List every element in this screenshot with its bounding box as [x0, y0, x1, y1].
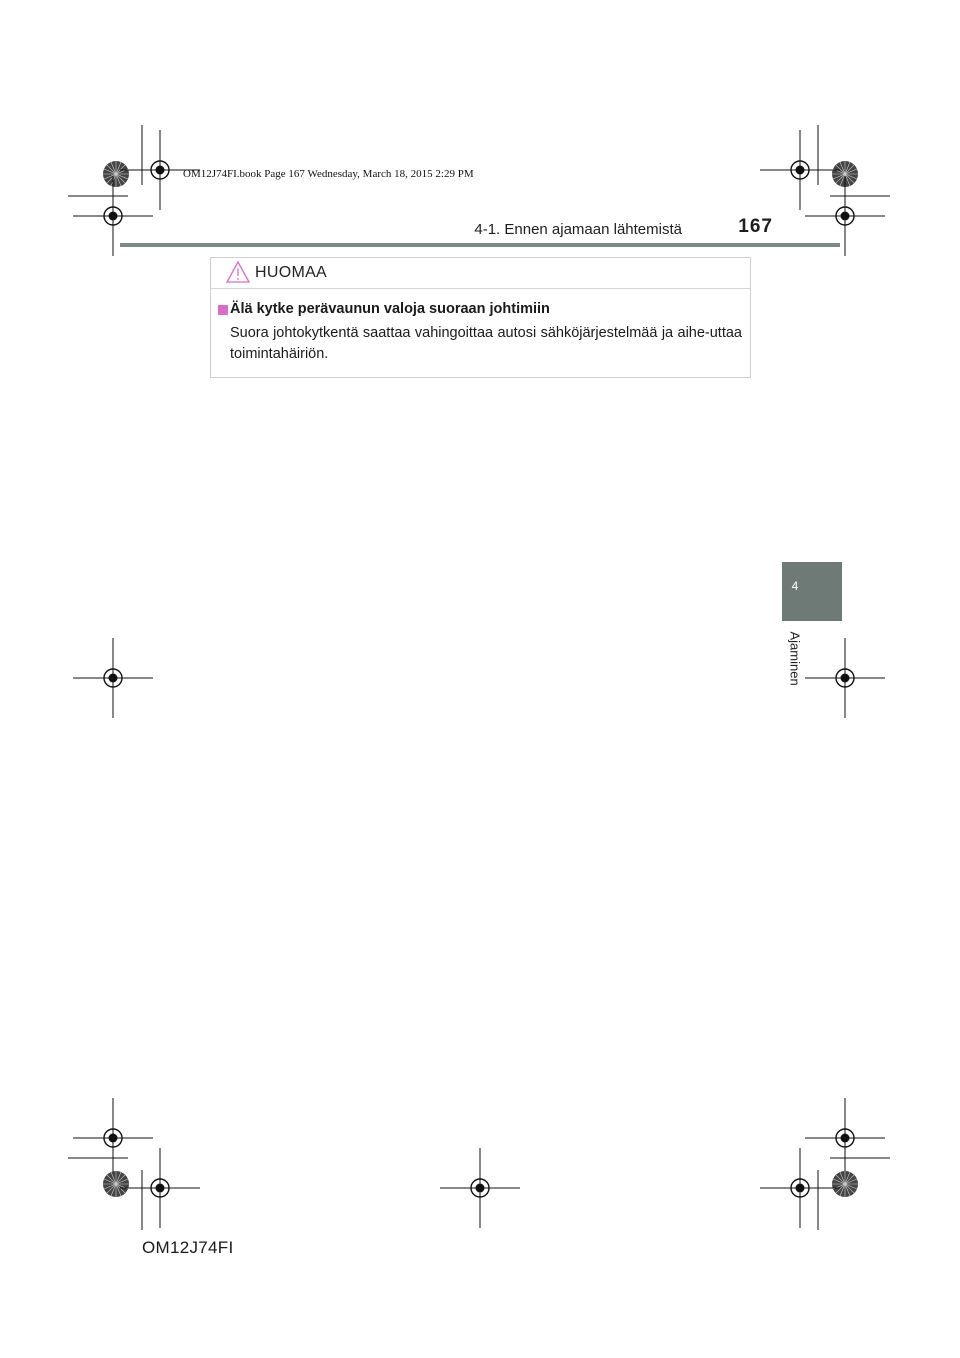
chapter-number: 4 — [791, 579, 799, 593]
reg-mark-bottom-right — [760, 1148, 840, 1228]
star-target-bottom-right — [832, 1171, 858, 1197]
star-target-bottom-left — [103, 1171, 129, 1197]
bullet-square-icon — [218, 305, 228, 315]
chapter-tab — [782, 562, 842, 621]
notice-title: HUOMAA — [255, 264, 328, 281]
manual-code: OM12J74FI — [142, 1238, 234, 1257]
notice-box — [210, 257, 751, 378]
reg-mark-bottom-center — [440, 1148, 520, 1228]
print-info-line: OM12J74FI.book Page 167 Wednesday, March 18, 2015 2:29 PM — [183, 168, 474, 180]
header-rule — [120, 243, 840, 247]
star-target-top-left — [103, 161, 129, 187]
section-title: 4-1. Ennen ajamaan lähtemistä — [474, 221, 682, 238]
reg-mark-bottom-left — [120, 1148, 200, 1228]
reg-mark-right-middle — [805, 638, 885, 718]
page-number: 167 — [738, 216, 773, 237]
notice-header — [211, 258, 750, 289]
notice-body: Suora johtokytkentä saattaa vahingoittaa autosi sähköjärjestelmää ja aihe-uttaa toimintahäiriön. — [230, 325, 742, 362]
warning-triangle-icon — [225, 260, 251, 284]
reg-mark-right-lower — [805, 1098, 885, 1178]
reg-mark-left-middle — [73, 638, 153, 718]
reg-mark-top-right — [760, 130, 840, 210]
notice-subtitle: Älä kytke perävaunun valoja suoraan johtimiin — [230, 301, 550, 317]
chapter-label: Ajaminen — [787, 631, 803, 686]
reg-mark-left-lower — [73, 1098, 153, 1178]
